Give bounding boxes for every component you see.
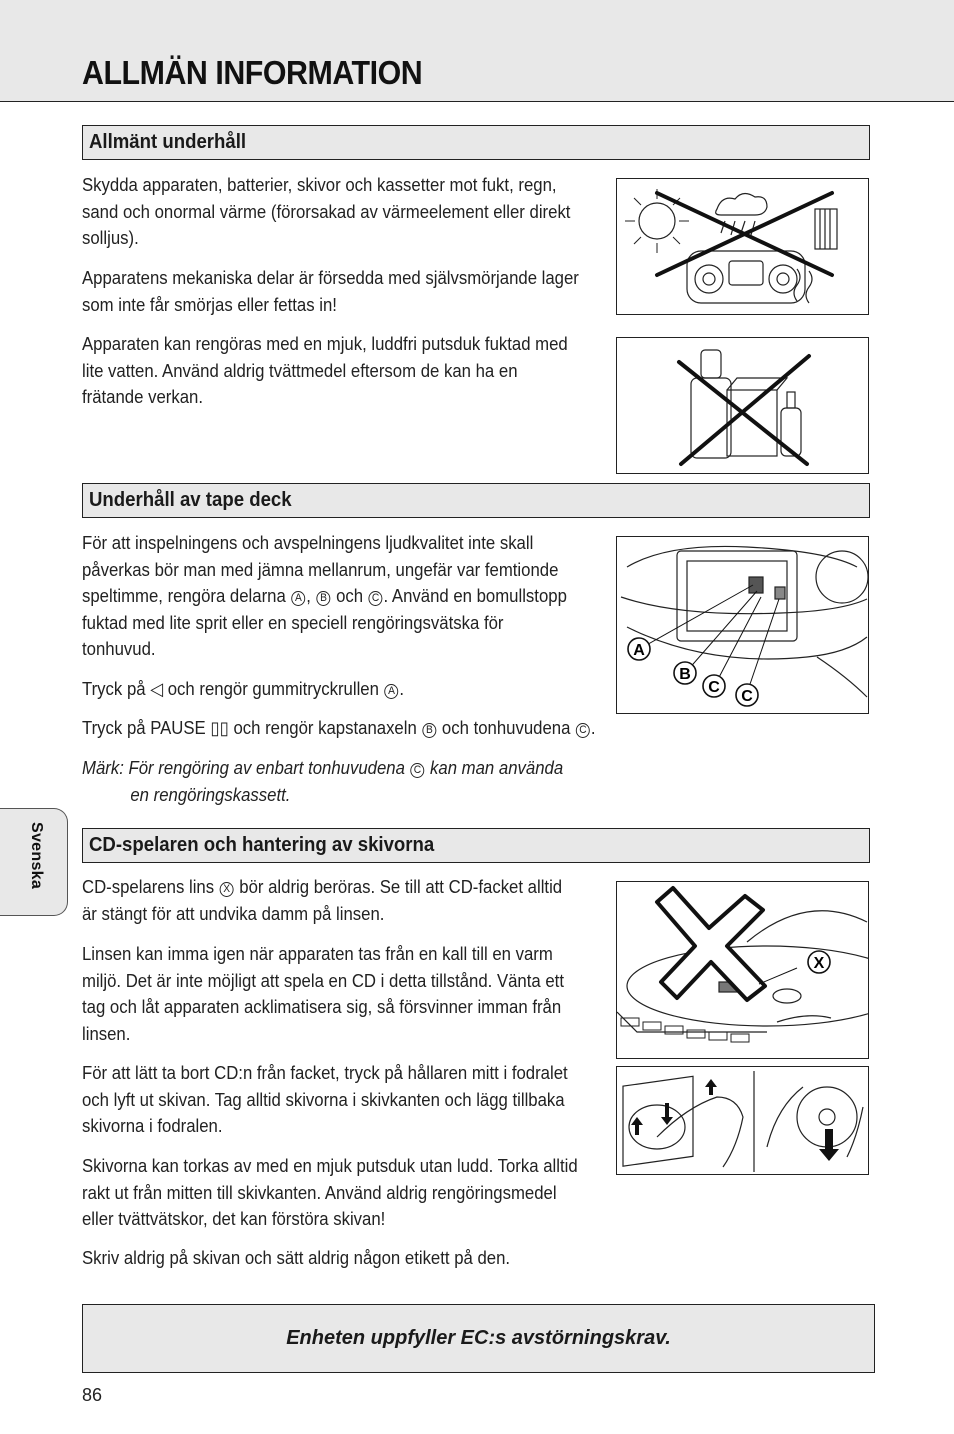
label-b-marker: B <box>422 723 436 738</box>
paragraph-wipe-cd: Skivorna kan torkas av med en mjuk putsduk utan ludd. Torka alltid rakt ut från mitten till skivkanten. Använd aldrig rengöringsmedel eller tvättvätskor, det kan förstöra skivan! <box>82 1156 578 1229</box>
label-a-marker: A <box>291 591 305 606</box>
paragraph-cleaning: Apparaten kan rengöras med en mjuk, luddfri putsduk fuktad med lite vatten. Använd aldrig tvättmedel eftersom de kan ha en frätande verkan. <box>82 334 568 407</box>
label-a-marker: A <box>385 684 399 699</box>
ec-compliance-notice <box>82 1304 875 1373</box>
section-heading-tape: Underhåll av tape deck <box>82 483 870 518</box>
label-c-marker: C <box>369 591 383 606</box>
label-x-marker: X <box>220 882 234 897</box>
section-heading-cd: CD-spelaren och hantering av skivorna <box>82 828 870 863</box>
lens-label-x: X <box>813 955 825 972</box>
figure-cd-handling <box>616 1066 869 1175</box>
page-number: 86 <box>82 1385 103 1405</box>
ec-compliance-text: Enheten uppfyller EC:s avstörningskrav. <box>286 1327 671 1349</box>
paragraph-lubrication: Apparatens mekaniska delar är försedda med självsmörjande lager som inte får smörjas eller fettas in! <box>82 268 579 315</box>
paragraph-condensation: Linsen kan imma igen när apparaten tas från en kall till en varm miljö. Det är inte möjligt att spela en CD i detta tillstånd. Vänta ett tag och låt apparaten acklimatisera sig, så försvinner imman från linsen. <box>82 944 564 1044</box>
figure-heat-rain-sand-warning <box>616 178 869 315</box>
label-c-marker: C <box>576 723 590 738</box>
paragraph-press-pause: Tryck på PAUSE ▯▯ och rengör kapstanaxeln B och tonhuvudena C . <box>82 718 596 738</box>
tape-label-a: A <box>633 642 645 659</box>
figure-cd-lens-warning <box>616 881 869 1059</box>
paragraph-protect: Skydda apparaten, batterier, skivor och kassetter mot fukt, regn, sand och onormal värme (förorsakad av värmeelement eller direkt solljus). <box>82 175 571 248</box>
paragraph-press-play: Tryck på ◁ och rengör gummitryckrullen A . <box>82 679 405 699</box>
label-c-marker: C <box>410 763 424 778</box>
paragraph-tape-cleaning: För att inspelningens och avspelningens ljudkvalitet inte skall påverkas bör man med jämna mellanrum, ungefär var femtionde speltimme, rengöra delarna A , B och C . Använd en bomullstopp fuktad med lite sprit eller en speciell rengöringsvätska för tonhuvud. <box>82 533 567 659</box>
page-title: ALLMÄN INFORMATION <box>82 54 423 91</box>
paragraph-remove-cd: För att lätt ta bort CD:n från facket, tryck på hållaren mitt i fodralet och lyft ut skivan. Tag alltid skivorna i skivkanten och lägg tillbaka skivorna i fodralen. <box>82 1063 568 1136</box>
figure-no-detergent-warning <box>616 337 869 474</box>
tape-label-c: C <box>708 679 720 696</box>
language-tab-label: Svenska <box>28 822 45 890</box>
paragraph-cd-lens: CD-spelarens lins X bör aldrig beröras. Se till att CD-facket alltid är stängt för att undvika damm på linsen. <box>82 877 563 924</box>
tape-label-b: B <box>679 666 691 683</box>
tape-label-c-2: C <box>741 688 753 705</box>
section-heading-maintenance: Allmänt underhåll <box>82 125 870 160</box>
paragraph-no-labels: Skriv aldrig på skivan och sätt aldrig någon etikett på den. <box>82 1248 511 1268</box>
figure-tape-deck <box>616 536 869 714</box>
label-b-marker: B <box>317 591 331 606</box>
note-cleaning-cassette: Märk: För rengöring av enbart tonhuvudena C kan man använda en rengöringskassett. <box>82 758 564 805</box>
